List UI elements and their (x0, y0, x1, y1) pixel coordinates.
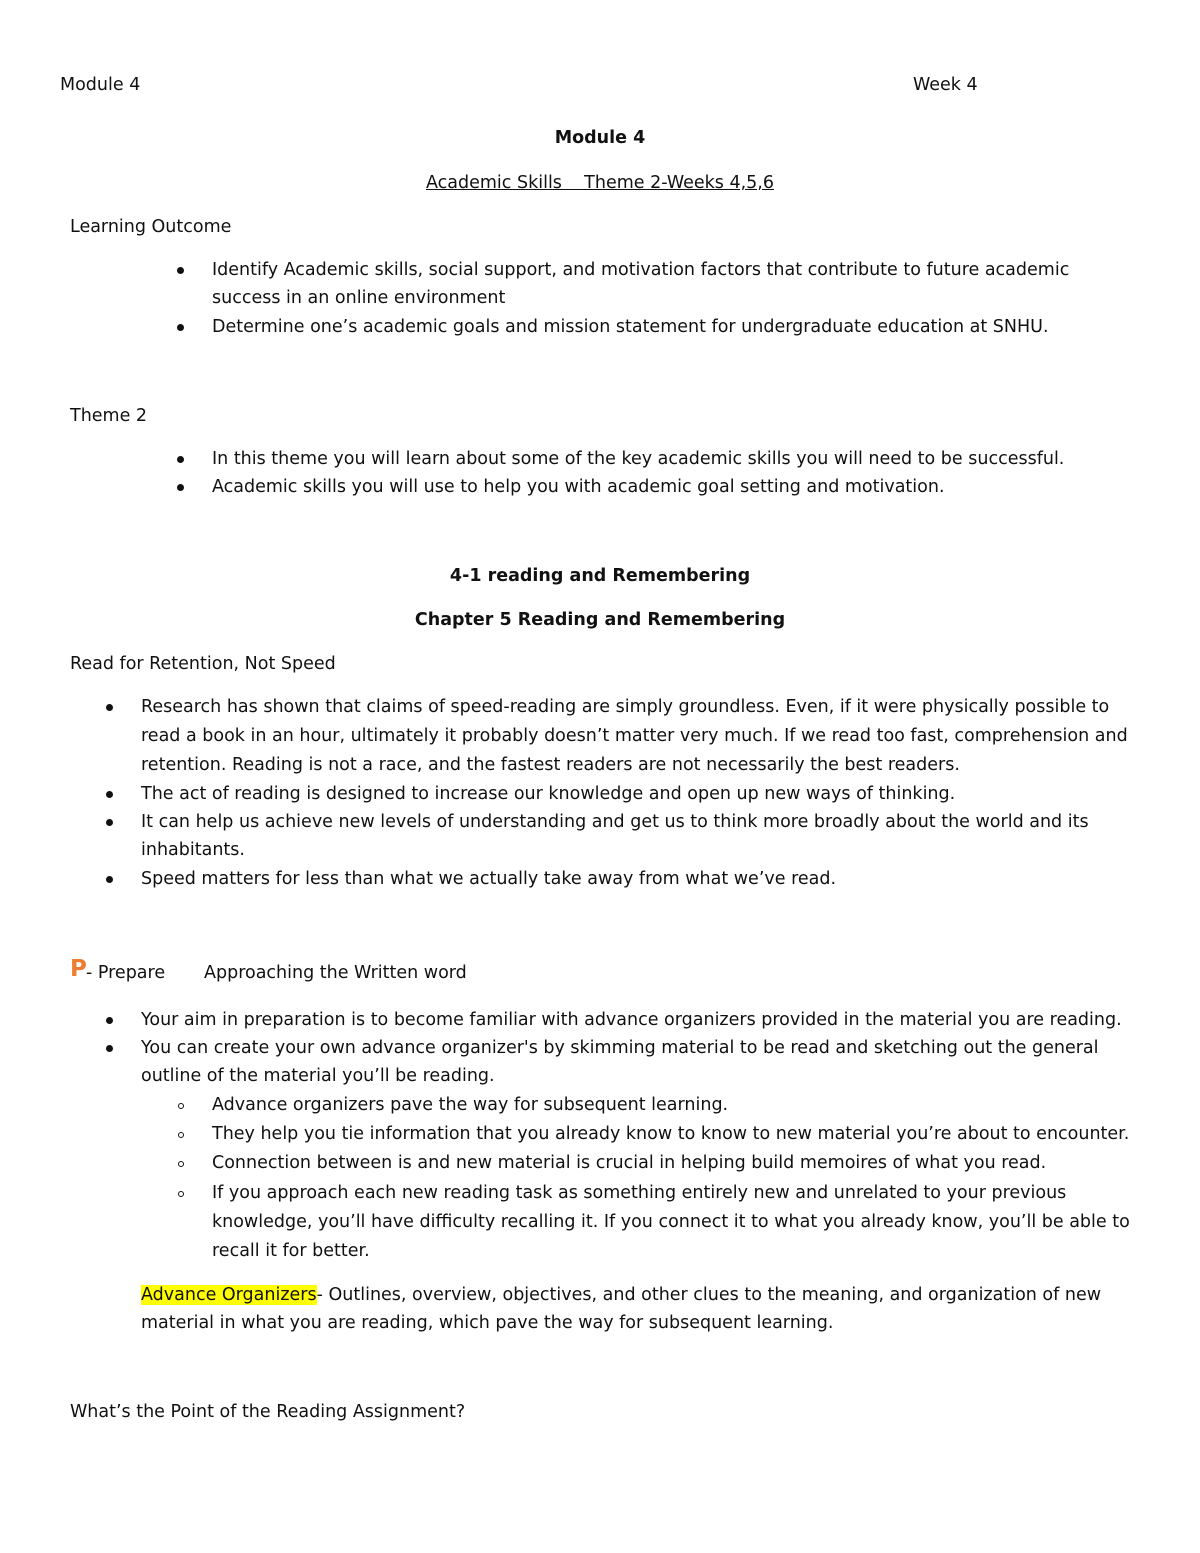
list-item-continuation: outline of the material you’ll be reading. (141, 1066, 495, 1086)
list-item-continuation: inhabitants. (141, 840, 245, 860)
sub-list-item: If you approach each new reading task as something entirely new and unrelated to your previous (212, 1183, 1067, 1203)
list-item: Speed matters for less than what we actually take away from what we’ve read. (141, 869, 837, 889)
list-item-continuation: retention. Reading is not a race, and the fastest readers are not necessarily the best readers. (141, 755, 960, 775)
doc-title: Module 4 (554, 128, 646, 148)
bullet-icon (106, 1045, 113, 1052)
sub-list-item: They help you tie information that you already know to know to new material you’re about to encounter. (212, 1124, 1130, 1144)
sub-bullet-icon (178, 1132, 184, 1138)
prepare-label: - Prepare (86, 963, 166, 983)
chapter-title: Chapter 5 Reading and Remembering (414, 610, 786, 630)
list-item: Identify Academic skills, social support, and motivation factors that contribute to future academic (212, 260, 1070, 280)
list-item: Determine one’s academic goals and mission statement for undergraduate education at SNHU. (212, 317, 1049, 337)
definition-text: - Outlines, overview, objectives, and other clues to the meaning, and organization of new (316, 1285, 1102, 1305)
sub-bullet-icon (178, 1191, 184, 1197)
header-right: Week 4 (913, 75, 978, 95)
subtitle-wrap (0, 169, 1200, 198)
bullet-icon (106, 1017, 113, 1024)
bullet-icon (177, 484, 184, 491)
list-item: You can create your own advance organizer's by skimming material to be read and sketching out the general (141, 1038, 1099, 1058)
learning-outcome-heading: Learning Outcome (70, 217, 232, 237)
bullet-icon (106, 704, 113, 711)
list-item: It can help us achieve new levels of understanding and get us to think more broadly about the world and its (141, 812, 1089, 832)
subtitle: Academic Skills Theme 2-Weeks 4,5,6 (426, 173, 774, 193)
list-item: Academic skills you will use to help you with academic goal setting and motivation. (212, 477, 945, 497)
list-item-continuation: success in an online environment (212, 288, 506, 308)
definition-term: Advance Organizers (141, 1285, 317, 1305)
sub-list-item-continuation: recall it for better. (212, 1241, 370, 1261)
prepare-letter: P (70, 956, 87, 982)
bullet-icon (177, 456, 184, 463)
definition-line (141, 1281, 1101, 1310)
list-item: Research has shown that claims of speed-reading are simply groundless. Even, if it were physically possible to (141, 697, 1110, 717)
bullet-icon (177, 324, 184, 331)
section-title: 4-1 reading and Remembering (449, 566, 751, 586)
theme2-heading: Theme 2 (70, 406, 148, 426)
definition-continuation: material in what you are reading, which pave the way for subsequent learning. (141, 1313, 834, 1333)
list-item: The act of reading is designed to increase our knowledge and open up new ways of thinking. (141, 784, 956, 804)
bullet-icon (106, 819, 113, 826)
final-question: What’s the Point of the Reading Assignment? (70, 1402, 466, 1422)
sub-bullet-icon (178, 1103, 184, 1109)
sub-list-item: Advance organizers pave the way for subsequent learning. (212, 1095, 729, 1115)
header-left: Module 4 (60, 75, 141, 95)
list-item-continuation: read a book in an hour, ultimately it probably doesn’t matter very much. If we read too fast, comprehension and (141, 726, 1128, 746)
bullet-icon (177, 267, 184, 274)
sub-bullet-icon (178, 1161, 184, 1167)
bullet-icon (106, 791, 113, 798)
list-item: Your aim in preparation is to become familiar with advance organizers provided in the material you are reading. (141, 1010, 1122, 1030)
sub-list-item-continuation: knowledge, you’ll have difficulty recalling it. If you connect it to what you already know, you’ll be able to (212, 1212, 1130, 1232)
list-item: In this theme you will learn about some of the key academic skills you will need to be successful. (212, 449, 1065, 469)
retention-heading: Read for Retention, Not Speed (70, 654, 336, 674)
prepare-subheading: Approaching the Written word (204, 963, 467, 983)
bullet-icon (106, 876, 113, 883)
sub-list-item: Connection between is and new material is crucial in helping build memoires of what you read. (212, 1153, 1047, 1173)
